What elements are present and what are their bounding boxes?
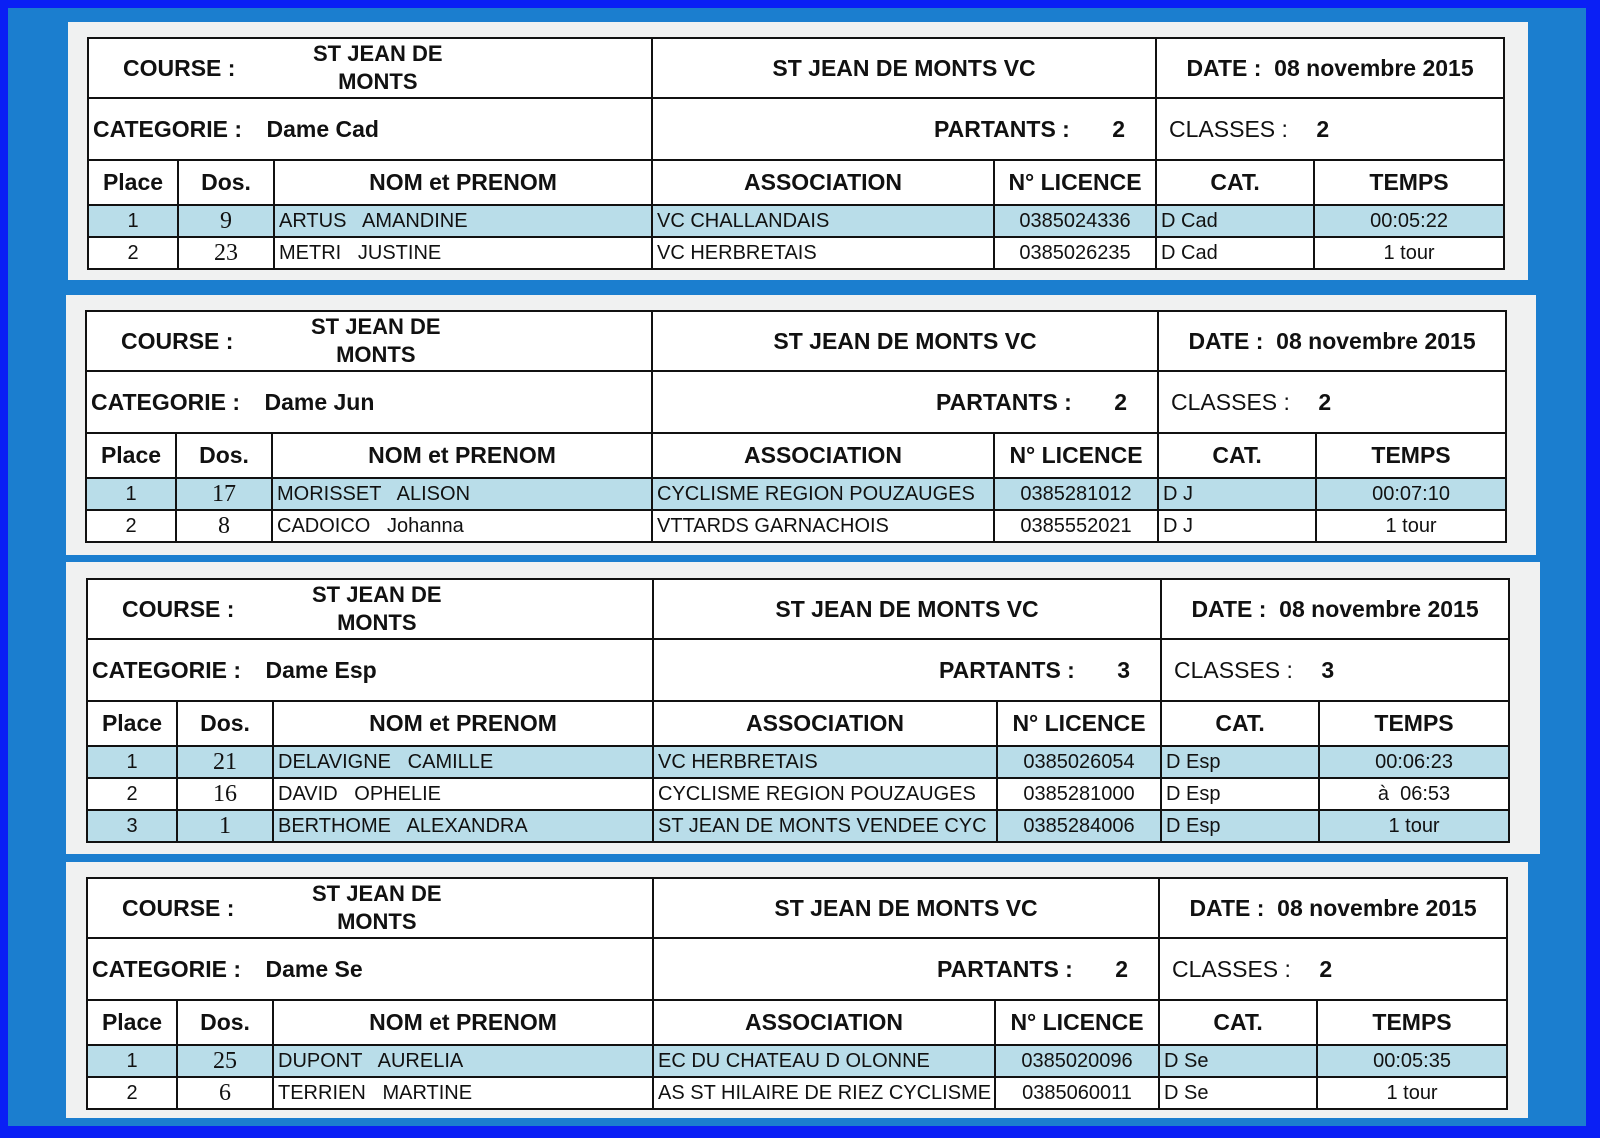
date-label: DATE : xyxy=(1189,894,1265,921)
association-cell: VTTARDS GARNACHOIS xyxy=(652,510,994,542)
licence-cell: 0385284006 xyxy=(997,810,1161,842)
time-cell: 00:06:23 xyxy=(1319,746,1509,778)
date-cell xyxy=(1158,311,1506,371)
categorie-label: CATEGORIE : xyxy=(91,388,241,415)
place-cell: 1 xyxy=(86,478,176,510)
licence-cell: 0385281000 xyxy=(997,778,1161,810)
column-header-temps: TEMPS xyxy=(1316,433,1506,478)
category-cell: D Esp xyxy=(1161,746,1319,778)
results-table xyxy=(86,578,1510,843)
column-header-licence: N° LICENCE xyxy=(994,160,1156,205)
course-cell xyxy=(88,38,652,98)
column-header-licence: N° LICENCE xyxy=(997,701,1161,746)
table-row xyxy=(87,810,1509,842)
dossard-cell: 9 xyxy=(178,205,274,237)
column-header-cat: CAT. xyxy=(1159,1000,1317,1045)
column-header-licence: N° LICENCE xyxy=(994,433,1158,478)
date-value: 08 novembre 2015 xyxy=(1276,327,1476,354)
licence-cell: 0385024336 xyxy=(994,205,1156,237)
date-value: 08 novembre 2015 xyxy=(1274,54,1474,81)
category-cell: D Esp xyxy=(1161,810,1319,842)
classes-cell xyxy=(1156,98,1504,160)
column-header-place: Place xyxy=(88,160,178,205)
place-cell: 1 xyxy=(87,746,177,778)
column-header-cat: CAT. xyxy=(1156,160,1314,205)
categorie-label: CATEGORIE : xyxy=(92,656,242,683)
date-cell xyxy=(1159,878,1507,938)
organizer: ST JEAN DE MONTS VC xyxy=(652,38,1156,98)
date-value: 08 novembre 2015 xyxy=(1279,595,1479,622)
classes-cell xyxy=(1159,938,1507,1000)
dossard-cell: 23 xyxy=(178,237,274,269)
classes-label: CLASSES : xyxy=(1174,656,1293,683)
time-cell: 1 tour xyxy=(1317,1077,1507,1109)
association-cell: CYCLISME REGION POUZAUGES xyxy=(653,778,997,810)
organizer: ST JEAN DE MONTS VC xyxy=(653,579,1161,639)
partants-label: PARTANTS : xyxy=(938,656,1075,683)
name-cell: BERTHOME ALEXANDRA xyxy=(273,810,653,842)
category-cell: D Esp xyxy=(1161,778,1319,810)
category-cell: D Se xyxy=(1159,1077,1317,1109)
date-value: 08 novembre 2015 xyxy=(1277,894,1477,921)
categorie-label: CATEGORIE : xyxy=(93,115,243,142)
classes-label: CLASSES : xyxy=(1172,955,1291,982)
place-cell: 2 xyxy=(88,237,178,269)
partants-value: 2 xyxy=(1115,955,1129,982)
column-header-nom: NOM et PRENOM xyxy=(273,1000,653,1045)
category-cell: D J xyxy=(1158,478,1316,510)
dossard-cell: 25 xyxy=(177,1045,273,1077)
column-header-nom: NOM et PRENOM xyxy=(273,701,653,746)
partants-cell xyxy=(652,98,1156,160)
association-cell: VC CHALLANDAIS xyxy=(652,205,994,237)
course-cell xyxy=(86,311,652,371)
classes-value: 3 xyxy=(1321,656,1335,683)
table-row xyxy=(88,205,1504,237)
column-header-place: Place xyxy=(86,433,176,478)
categorie-value: Dame Jun xyxy=(264,388,375,415)
column-header-dos: Dos. xyxy=(176,433,272,478)
results-table xyxy=(85,310,1507,543)
table-row xyxy=(86,478,1506,510)
time-cell: à 06:53 xyxy=(1319,778,1509,810)
organizer: ST JEAN DE MONTS VC xyxy=(653,878,1159,938)
name-cell: MORISSET ALISON xyxy=(272,478,652,510)
partants-cell xyxy=(652,371,1158,433)
place-cell: 1 xyxy=(88,205,178,237)
licence-cell: 0385026235 xyxy=(994,237,1156,269)
column-header-nom: NOM et PRENOM xyxy=(274,160,652,205)
categorie-cell xyxy=(87,639,653,701)
partants-label: PARTANTS : xyxy=(935,388,1072,415)
dossard-cell: 16 xyxy=(177,778,273,810)
date-label: DATE : xyxy=(1188,327,1264,354)
partants-cell xyxy=(653,639,1161,701)
partants-value: 2 xyxy=(1114,388,1128,415)
column-header-nom: NOM et PRENOM xyxy=(272,433,652,478)
categorie-label: CATEGORIE : xyxy=(92,955,242,982)
table-row xyxy=(87,1045,1507,1077)
column-header-association: ASSOCIATION xyxy=(653,701,997,746)
categorie-value: Dame Se xyxy=(265,955,363,982)
place-cell: 1 xyxy=(87,1045,177,1077)
association-cell: VC HERBRETAIS xyxy=(653,746,997,778)
course-cell xyxy=(87,579,653,639)
time-cell: 1 tour xyxy=(1319,810,1509,842)
dossard-cell: 8 xyxy=(176,510,272,542)
classes-cell xyxy=(1158,371,1506,433)
column-header-licence: N° LICENCE xyxy=(995,1000,1159,1045)
column-header-association: ASSOCIATION xyxy=(652,433,994,478)
classes-value: 2 xyxy=(1318,388,1332,415)
course-name: ST JEAN DE MONTS xyxy=(313,41,443,94)
dossard-cell: 21 xyxy=(177,746,273,778)
column-header-temps: TEMPS xyxy=(1319,701,1509,746)
classes-value: 2 xyxy=(1316,115,1330,142)
dossard-cell: 1 xyxy=(177,810,273,842)
name-cell: DELAVIGNE CAMILLE xyxy=(273,746,653,778)
column-header-dos: Dos. xyxy=(178,160,274,205)
column-header-association: ASSOCIATION xyxy=(653,1000,995,1045)
place-cell: 2 xyxy=(87,778,177,810)
association-cell: CYCLISME REGION POUZAUGES xyxy=(652,478,994,510)
course-label: COURSE : xyxy=(121,327,234,354)
course-label: COURSE : xyxy=(123,54,236,81)
organizer: ST JEAN DE MONTS VC xyxy=(652,311,1158,371)
date-cell xyxy=(1156,38,1504,98)
date-label: DATE : xyxy=(1186,54,1262,81)
course-label: COURSE : xyxy=(122,595,235,622)
column-header-cat: CAT. xyxy=(1158,433,1316,478)
course-cell xyxy=(87,878,653,938)
partants-value: 3 xyxy=(1117,656,1131,683)
name-cell: CADOICO Johanna xyxy=(272,510,652,542)
time-cell: 00:05:35 xyxy=(1317,1045,1507,1077)
association-cell: VC HERBRETAIS xyxy=(652,237,994,269)
results-table xyxy=(87,37,1505,270)
classes-cell xyxy=(1161,639,1509,701)
table-row xyxy=(86,510,1506,542)
column-header-dos: Dos. xyxy=(177,701,273,746)
results-table xyxy=(86,877,1508,1110)
course-name: ST JEAN DE MONTS xyxy=(312,881,442,934)
classes-value: 2 xyxy=(1319,955,1333,982)
categorie-value: Dame Esp xyxy=(265,656,377,683)
name-cell: DAVID OPHELIE xyxy=(273,778,653,810)
time-cell: 1 tour xyxy=(1316,510,1506,542)
place-cell: 3 xyxy=(87,810,177,842)
licence-cell: 0385020096 xyxy=(995,1045,1159,1077)
partants-cell xyxy=(653,938,1159,1000)
licence-cell: 0385281012 xyxy=(994,478,1158,510)
association-cell: EC DU CHATEAU D OLONNE xyxy=(653,1045,995,1077)
licence-cell: 0385060011 xyxy=(995,1077,1159,1109)
licence-cell: 0385026054 xyxy=(997,746,1161,778)
column-header-dos: Dos. xyxy=(177,1000,273,1045)
classes-label: CLASSES : xyxy=(1171,388,1290,415)
column-header-place: Place xyxy=(87,1000,177,1045)
time-cell: 00:07:10 xyxy=(1316,478,1506,510)
association-cell: AS ST HILAIRE DE RIEZ CYCLISME xyxy=(653,1077,995,1109)
association-cell: ST JEAN DE MONTS VENDEE CYC xyxy=(653,810,997,842)
name-cell: TERRIEN MARTINE xyxy=(273,1077,653,1109)
partants-label: PARTANTS : xyxy=(933,115,1070,142)
column-header-temps: TEMPS xyxy=(1314,160,1504,205)
date-cell xyxy=(1161,579,1509,639)
place-cell: 2 xyxy=(86,510,176,542)
categorie-cell xyxy=(88,98,652,160)
categorie-value: Dame Cad xyxy=(266,115,379,142)
time-cell: 00:05:22 xyxy=(1314,205,1504,237)
place-cell: 2 xyxy=(87,1077,177,1109)
category-cell: D Cad xyxy=(1156,237,1314,269)
partants-label: PARTANTS : xyxy=(936,955,1073,982)
course-label: COURSE : xyxy=(122,894,235,921)
licence-cell: 0385552021 xyxy=(994,510,1158,542)
category-cell: D J xyxy=(1158,510,1316,542)
classes-label: CLASSES : xyxy=(1169,115,1288,142)
categorie-cell xyxy=(87,938,653,1000)
course-name: ST JEAN DE MONTS xyxy=(312,582,442,635)
category-cell: D Se xyxy=(1159,1045,1317,1077)
dossard-cell: 17 xyxy=(176,478,272,510)
date-label: DATE : xyxy=(1191,595,1267,622)
course-name: ST JEAN DE MONTS xyxy=(311,314,441,367)
name-cell: ARTUS AMANDINE xyxy=(274,205,652,237)
name-cell: METRI JUSTINE xyxy=(274,237,652,269)
table-row xyxy=(87,1077,1507,1109)
column-header-temps: TEMPS xyxy=(1317,1000,1507,1045)
time-cell: 1 tour xyxy=(1314,237,1504,269)
column-header-cat: CAT. xyxy=(1161,701,1319,746)
name-cell: DUPONT AURELIA xyxy=(273,1045,653,1077)
column-header-place: Place xyxy=(87,701,177,746)
categorie-cell xyxy=(86,371,652,433)
dossard-cell: 6 xyxy=(177,1077,273,1109)
table-row xyxy=(88,237,1504,269)
table-row xyxy=(87,778,1509,810)
column-header-association: ASSOCIATION xyxy=(652,160,994,205)
category-cell: D Cad xyxy=(1156,205,1314,237)
table-row xyxy=(87,746,1509,778)
partants-value: 2 xyxy=(1112,115,1126,142)
